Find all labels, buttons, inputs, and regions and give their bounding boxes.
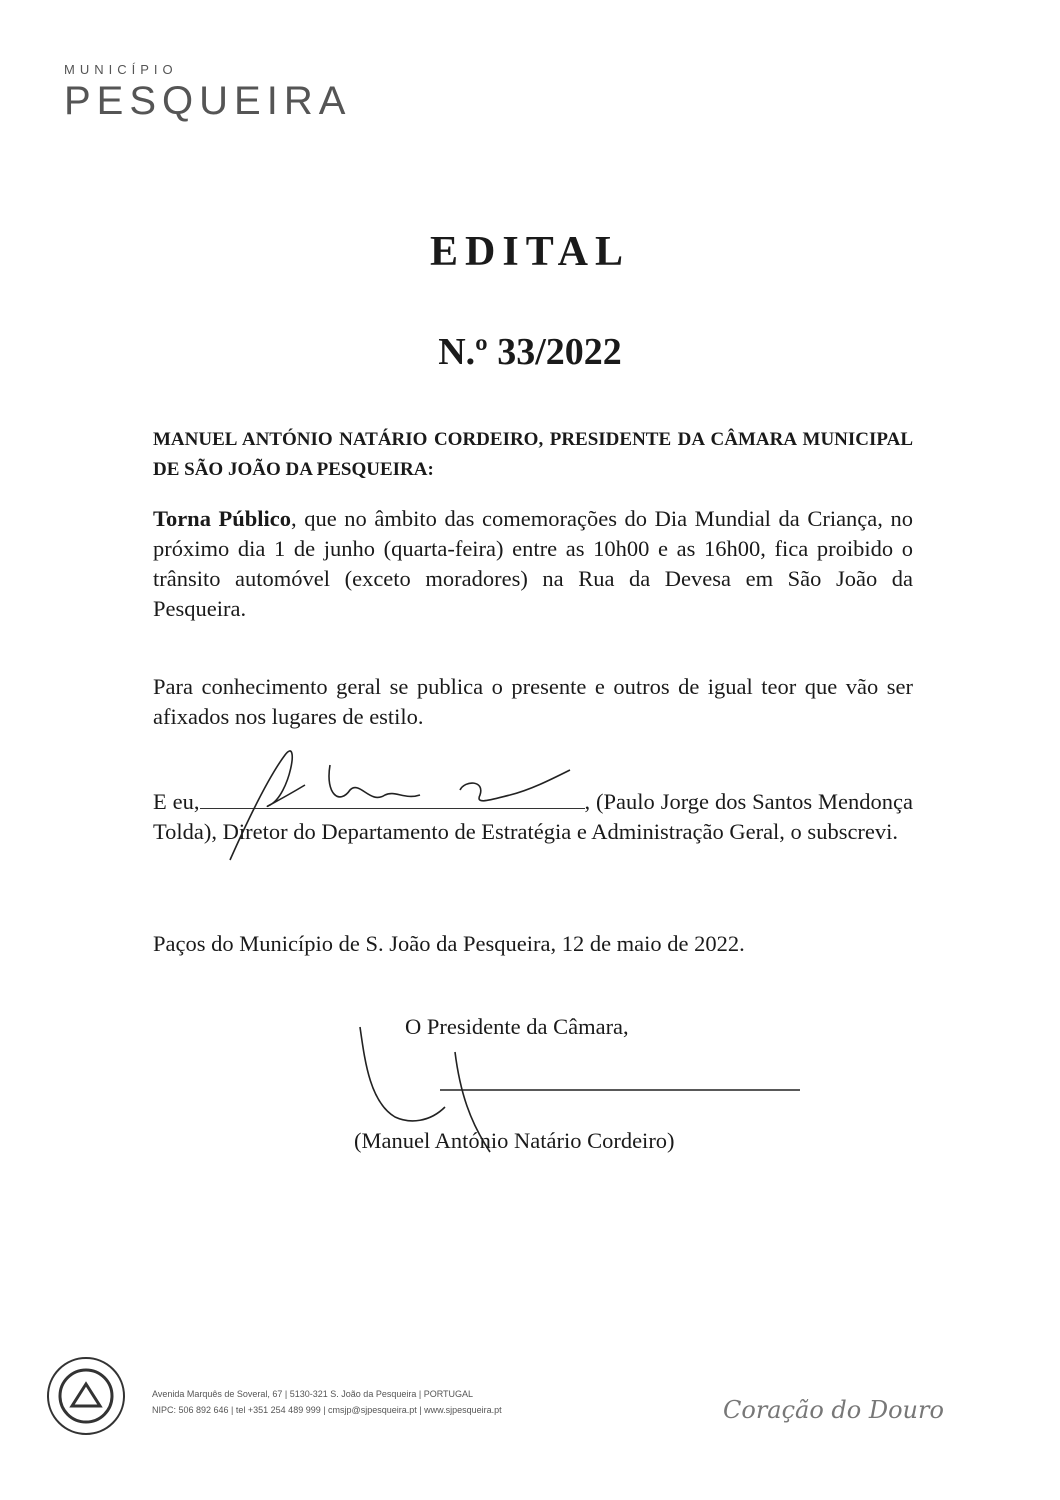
footer-contact-block	[152, 1386, 502, 1418]
subscription-suffix: , (Paulo Jorge dos Santos Mendonça Tolda), Diretor do Departamento de Estratégia e Administração Geral, o subscrevi.	[153, 789, 913, 844]
body-lead: Torna Público	[153, 506, 292, 531]
footer-motto-script	[718, 1380, 958, 1440]
document-title: EDITAL	[430, 229, 630, 275]
subscription-prefix: E eu,	[153, 789, 200, 814]
body-text: , que no âmbito das comemorações do Dia Mundial da Criança, no próximo dia 1 de junho (quarta-feira) entre as 10h00 e as 16h00, fica proibido o trânsito automóvel (exceto moradores) na Rua da Devesa em São João da Pesqueira.	[153, 506, 913, 621]
place-date: Paços do Município de S. João da Pesqueira, 12 de maio de 2022.	[153, 931, 745, 956]
document-number: N.º 33/2022	[438, 331, 622, 373]
president-role: O Presidente da Câmara,	[405, 1014, 629, 1039]
footer-address: Avenida Marquês de Soveral, 67 | 5130-321 S. João da Pesqueira | PORTUGAL	[152, 1389, 474, 1399]
director-signature	[210, 735, 590, 875]
logo-big-text: PESQUEIRA	[64, 79, 352, 123]
world-heritage-seal-icon	[44, 1354, 128, 1438]
heading-paragraph: MANUEL ANTÓNIO NATÁRIO CORDEIRO, PRESIDENTE DA CÂMARA MUNICIPAL DE SÃO JOÃO DA PESQUEIRA:	[153, 429, 913, 480]
footer-contacts: NIPC: 506 892 646 | tel +351 254 489 999 | cmsjp@sjpesqueira.pt | www.sjpesqueira.pt	[152, 1405, 502, 1415]
body-paragraph	[153, 504, 913, 624]
logo-small-text: MUNICÍPIO	[64, 62, 178, 77]
president-name: (Manuel António Natário Cordeiro)	[354, 1128, 675, 1153]
footer-motto-text: Coração do Douro	[723, 1396, 944, 1424]
municipality-logo	[64, 62, 351, 124]
publication-paragraph: Para conhecimento geral se publica o presente e outros de igual teor que vão ser afixados nos lugares de estilo.	[153, 674, 913, 729]
